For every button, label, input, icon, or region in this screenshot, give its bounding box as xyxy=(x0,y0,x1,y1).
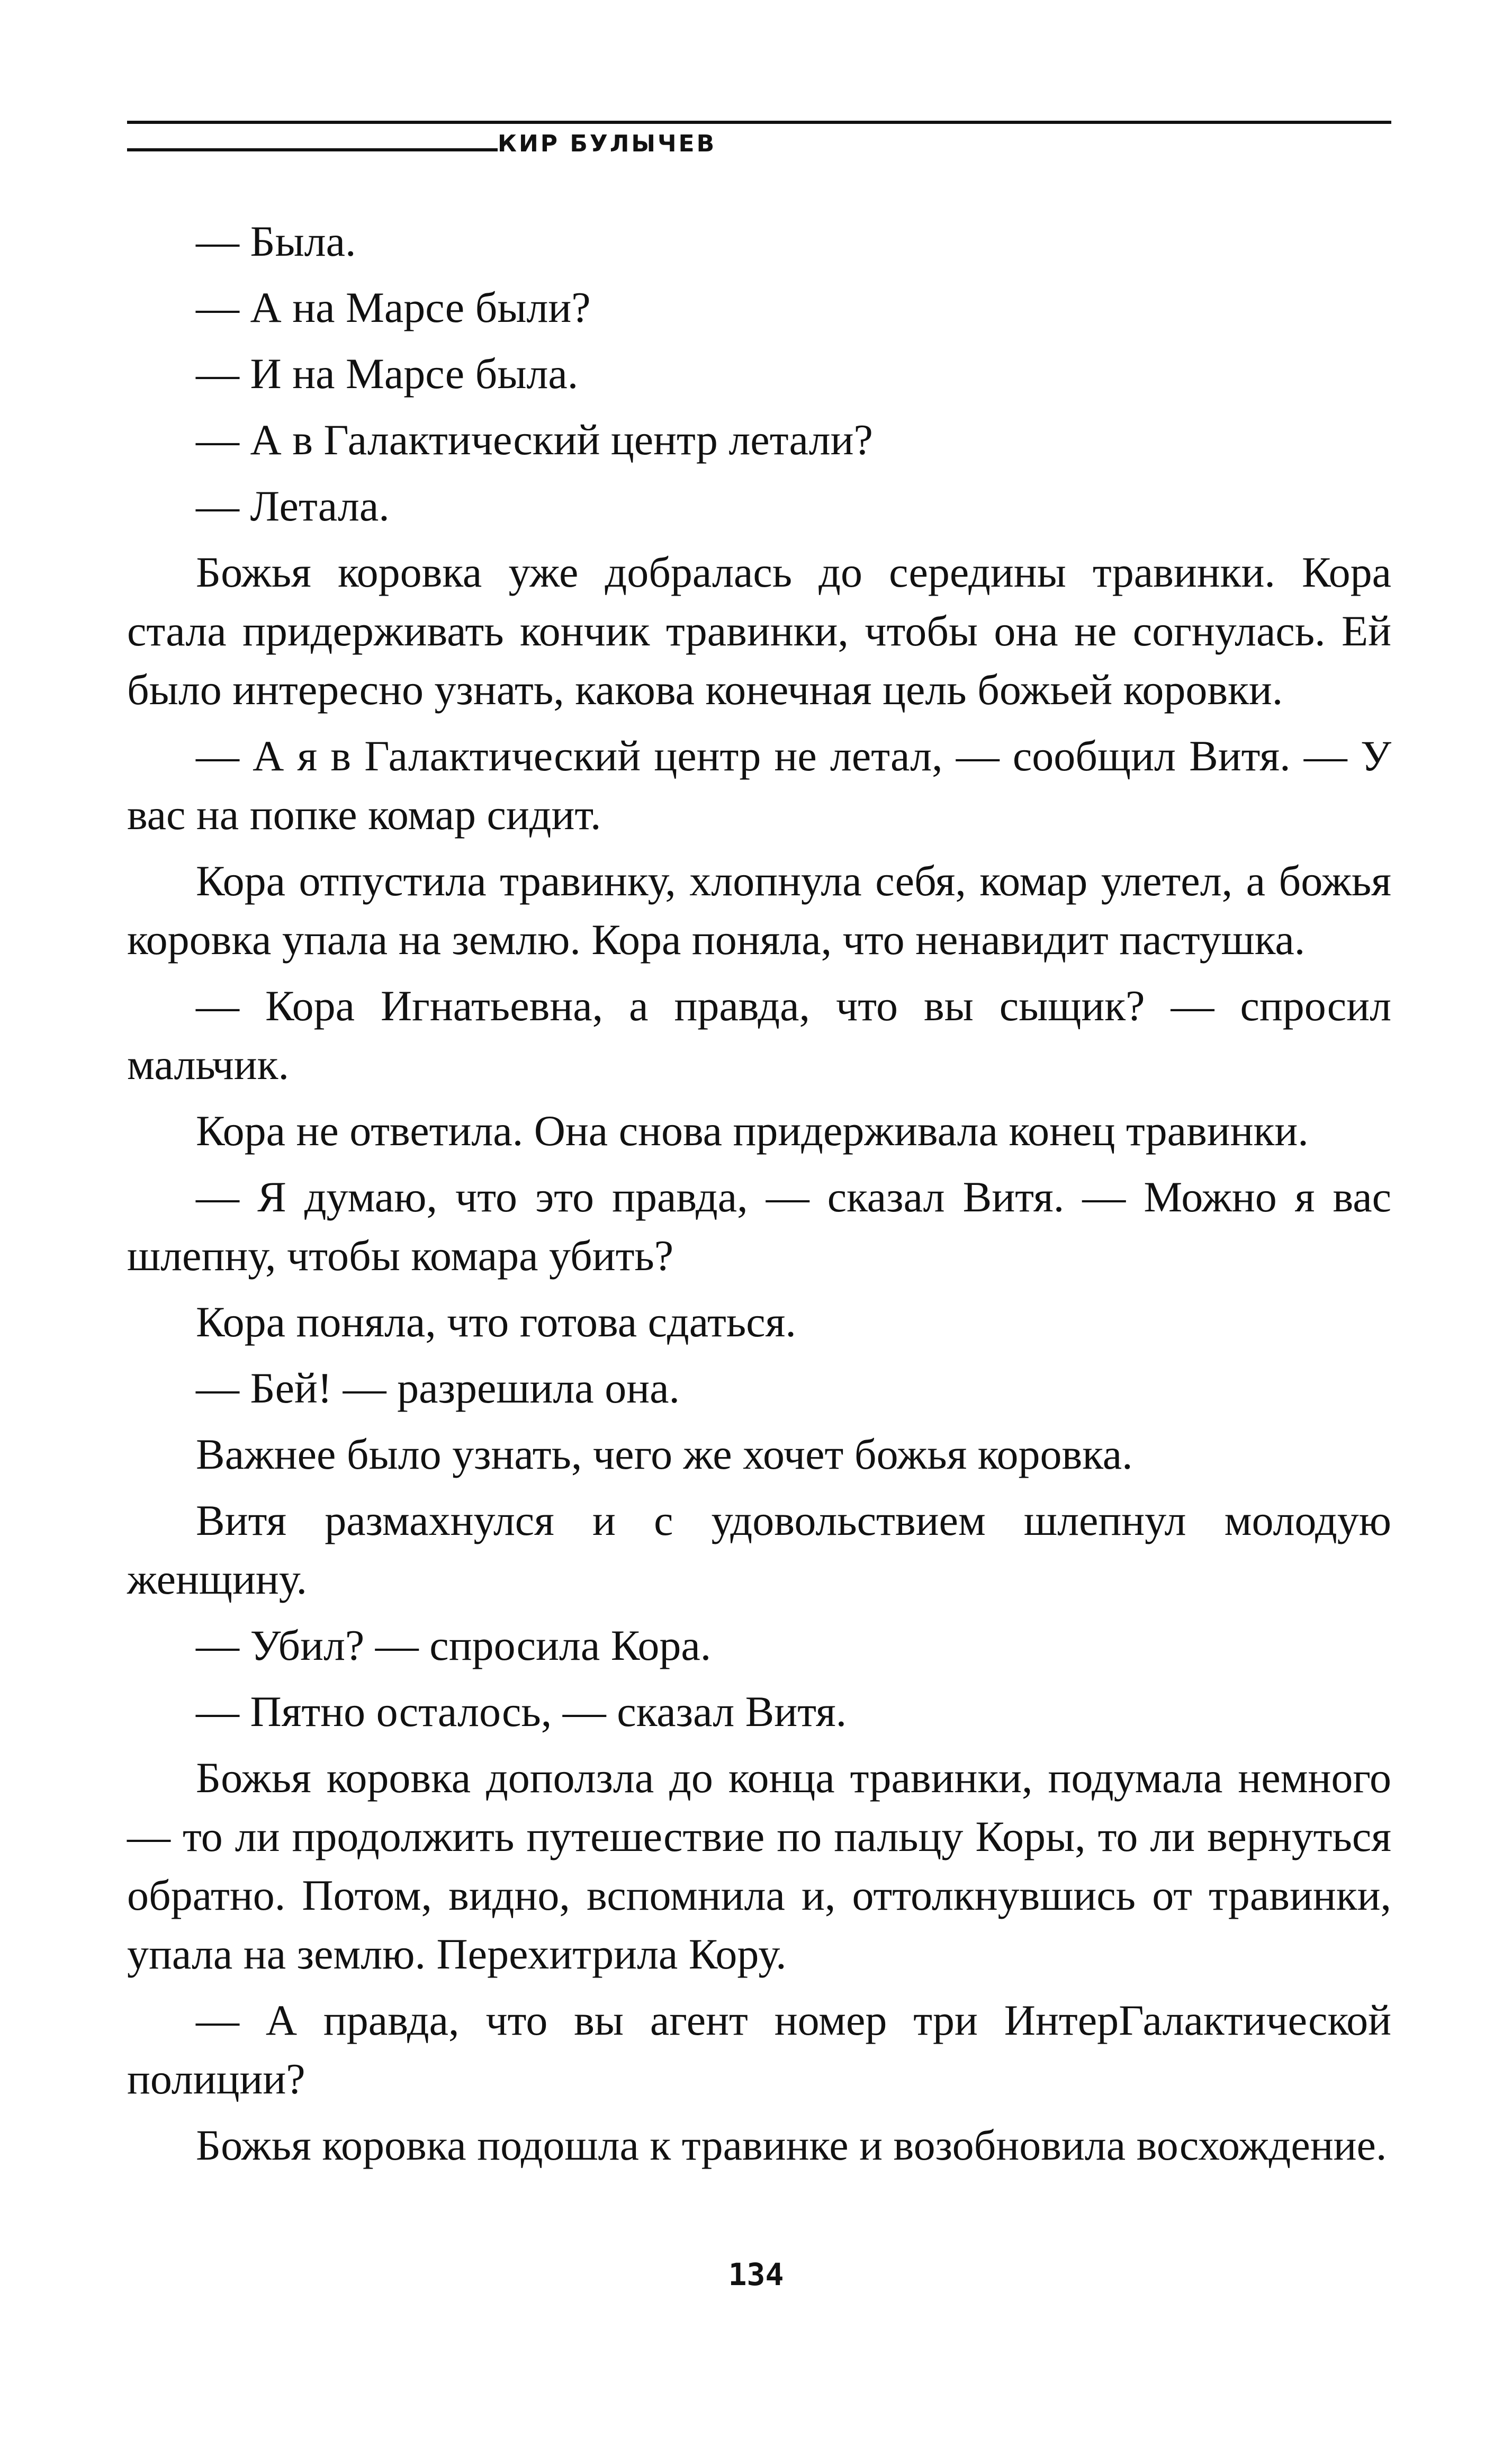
paragraph: — А правда, что вы агент номер три ИнтерГалактической полиции? xyxy=(127,1996,1391,2103)
paragraph: — И на Марсе была. xyxy=(196,349,579,398)
paragraph: — Летала. xyxy=(196,482,390,530)
paragraph: — Бей! — разрешила она. xyxy=(196,1364,680,1412)
page-number: 134 xyxy=(728,2257,784,2293)
paragraph: Божья коровка доползла до конца травинки, подумала немного — то ли продолжить путешествие по пальцу Коры, то ли вернуться обратно. Потом, видно, вспомнила и, оттолкнувшись от травинки, упала на землю. Перехитрила Кору. xyxy=(127,1754,1391,1978)
paragraph: Витя размахнулся и с удовольствием шлепнул молодую женщину. xyxy=(127,1496,1391,1603)
paragraph: Важнее было узнать, чего же хочет божья коровка. xyxy=(196,1430,1133,1478)
paragraph: Кора не ответила. Она снова придерживала конец травинки. xyxy=(196,1107,1309,1155)
header-rule xyxy=(127,121,1391,124)
paragraph: — А в Галактический центр летали? xyxy=(196,416,873,464)
paragraph: — Убил? — спросила Кора. xyxy=(196,1621,712,1669)
paragraph: Божья коровка подошла к травинке и возобновила восхождение. xyxy=(196,2121,1387,2169)
running-head: КИР БУЛЫЧЕВ xyxy=(498,130,717,157)
paragraph: Кора поняла, что готова сдаться. xyxy=(196,1298,796,1346)
header-rule-short xyxy=(127,148,498,151)
paragraph: — Была. xyxy=(196,217,356,265)
paragraph: — Пятно осталось, — сказал Витя. xyxy=(196,1687,847,1736)
paragraph: — А на Марсе были? xyxy=(196,283,591,331)
paragraph: Божья коровка уже добралась до середины травинки. Кора стала придерживать кончик травинки, чтобы она не согнулась. Ей было интересно узнать, какова конечная цель божьей коровки. xyxy=(127,548,1391,714)
paragraph: Кора отпустила травинку, хлопнула себя, комар улетел, а божья коровка упала на землю. Кора поняла, что ненавидит пастушка. xyxy=(127,857,1391,964)
paragraph: — Кора Игнатьевна, а правда, что вы сыщик? — спросил мальчик. xyxy=(127,982,1391,1089)
paragraph: — Я думаю, что это правда, — сказал Витя. — Можно я вас шлепну, чтобы комара убить? xyxy=(127,1173,1391,1280)
body-text xyxy=(127,212,1391,2182)
paragraph: — А я в Галактический центр не летал, — сообщил Витя. — У вас на попке комар сидит. xyxy=(127,732,1391,839)
